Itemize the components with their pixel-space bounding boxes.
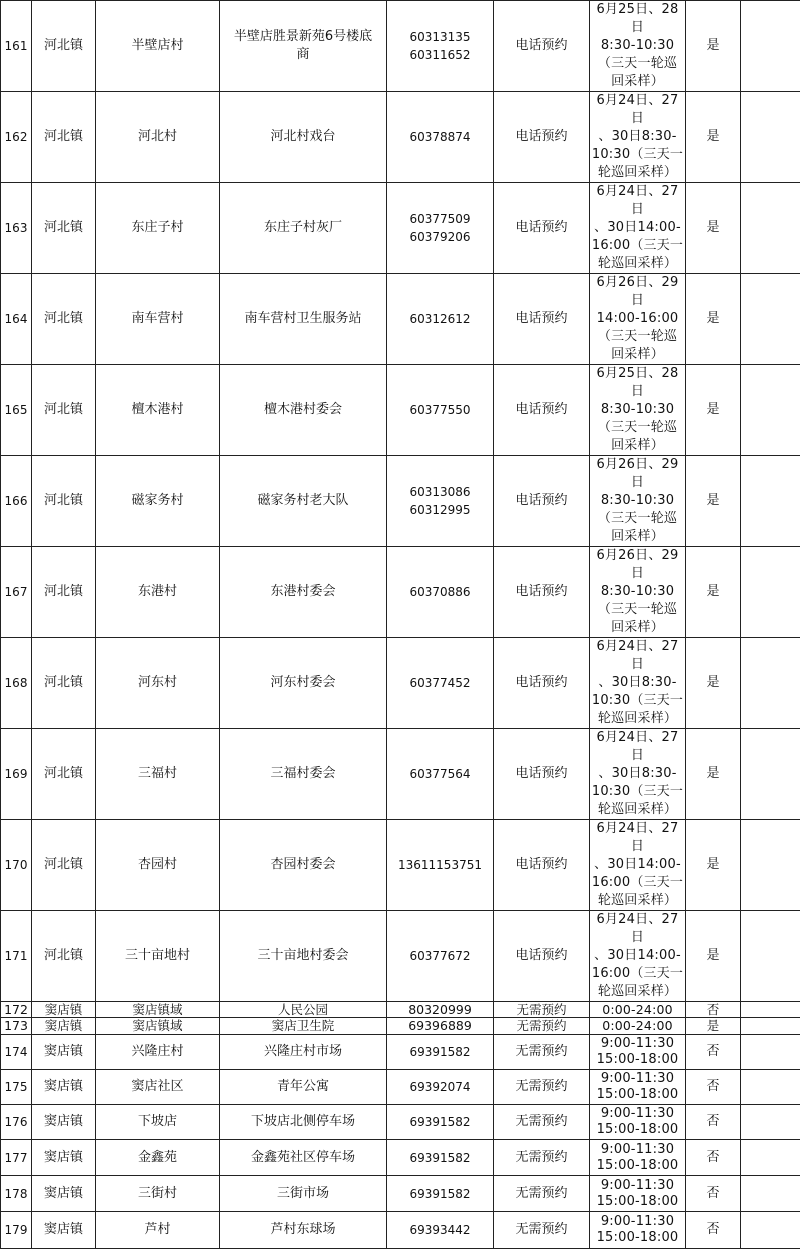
site-line: 东庄子村灰厂 [221,219,385,237]
time-line: 15:00-18:00 [591,1052,684,1068]
site-cell [220,274,387,365]
site-cell [220,911,387,1002]
phone-line: 60377564 [388,765,492,783]
village-cell: 金鑫苑 [96,1140,220,1176]
table-row [1,1105,800,1140]
site-cell [220,1018,387,1035]
row-number-cell: 166 [1,456,32,547]
phone-cell [387,820,494,911]
village-cell: 东港村 [96,547,220,638]
blank-cell [741,1176,800,1212]
flag-cell: 是 [686,1,741,92]
town-cell: 窦店镇 [32,1035,96,1070]
flag-cell: 否 [686,1070,741,1105]
town-cell: 窦店镇 [32,1070,96,1105]
time-line: 回采样） [591,73,684,91]
time-line: 16:00（三天一 [591,237,684,255]
time-line: 15:00-18:00 [591,1087,684,1103]
row-number-cell: 176 [1,1105,32,1140]
table-row [1,1212,800,1249]
flag-cell: 否 [686,1035,741,1070]
village-cell: 芦村 [96,1212,220,1249]
phone-line: 69391582 [388,1113,492,1131]
site-line: 兴隆庄村市场 [221,1043,385,1061]
village-cell: 三福村 [96,729,220,820]
booking-mode-cell: 无需预约 [494,1176,590,1212]
time-line: 6月24日、27日 [591,820,684,856]
time-line: 9:00-11:30 [591,1106,684,1122]
time-line: 14:00-16:00 [591,310,684,328]
table-row [1,1002,800,1018]
time-line: 9:00-11:30 [591,1036,684,1052]
time-line: （三天一轮巡 [591,419,684,437]
phone-line: 60377550 [388,401,492,419]
time-line: 、30日8:30- [591,765,684,783]
town-cell: 窦店镇 [32,1105,96,1140]
phone-cell [387,274,494,365]
site-line: 窦店卫生院 [221,1019,385,1033]
booking-mode-cell: 电话预约 [494,365,590,456]
booking-mode-cell: 无需预约 [494,1140,590,1176]
blank-cell [741,1002,800,1018]
row-number-cell: 174 [1,1035,32,1070]
booking-mode-cell: 无需预约 [494,1018,590,1035]
booking-mode-cell: 无需预约 [494,1105,590,1140]
village-cell: 窦店镇域 [96,1002,220,1018]
booking-mode-cell: 电话预约 [494,911,590,1002]
site-line: 三福村委会 [221,765,385,783]
time-line: 0:00-24:00 [591,1019,684,1033]
time-line: 8:30-10:30 [591,401,684,419]
table-row [1,820,800,911]
site-line: 三十亩地村委会 [221,947,385,965]
town-cell: 窦店镇 [32,1212,96,1249]
village-cell: 杏园村 [96,820,220,911]
blank-cell [741,274,800,365]
village-cell: 南车营村 [96,274,220,365]
time-line: 15:00-18:00 [591,1158,684,1174]
village-cell: 兴隆庄村 [96,1035,220,1070]
time-cell [590,1105,686,1140]
flag-cell: 是 [686,92,741,183]
site-cell [220,1140,387,1176]
phone-cell [387,638,494,729]
blank-cell [741,1140,800,1176]
blank-cell [741,1018,800,1035]
village-cell: 下坡店 [96,1105,220,1140]
table-row [1,638,800,729]
table-row [1,183,800,274]
phone-line: 69393442 [388,1221,492,1239]
site-cell [220,456,387,547]
row-number-cell: 169 [1,729,32,820]
time-line: 、30日14:00- [591,219,684,237]
table-row [1,1018,800,1035]
phone-cell [387,1212,494,1249]
time-cell [590,1,686,92]
blank-cell [741,1,800,92]
blank-cell [741,1105,800,1140]
time-cell [590,92,686,183]
village-cell: 东庄子村 [96,183,220,274]
row-number-cell: 179 [1,1212,32,1249]
time-line: （三天一轮巡 [591,601,684,619]
table-row [1,1035,800,1070]
booking-mode-cell: 无需预约 [494,1002,590,1018]
phone-cell [387,1070,494,1105]
phone-line: 80320999 [388,1003,492,1017]
time-line: 8:30-10:30 [591,583,684,601]
site-line: 东港村委会 [221,583,385,601]
time-line: 15:00-18:00 [591,1230,684,1246]
time-line: 8:30-10:30 [591,37,684,55]
phone-line: 60377452 [388,674,492,692]
row-number-cell: 172 [1,1002,32,1018]
time-line: （三天一轮巡 [591,510,684,528]
flag-cell: 是 [686,183,741,274]
village-cell: 河北村 [96,92,220,183]
phone-line: 60377672 [388,947,492,965]
time-line: 轮巡回采样） [591,255,684,273]
phone-cell [387,729,494,820]
time-cell [590,911,686,1002]
site-cell [220,729,387,820]
blank-cell [741,729,800,820]
time-cell [590,274,686,365]
site-cell [220,1105,387,1140]
phone-cell [387,365,494,456]
site-cell [220,1002,387,1018]
table-row [1,456,800,547]
site-cell [220,1212,387,1249]
site-cell [220,820,387,911]
row-number-cell: 175 [1,1070,32,1105]
row-number-cell: 164 [1,274,32,365]
flag-cell: 是 [686,638,741,729]
blank-cell [741,92,800,183]
time-line: 、30日8:30- [591,674,684,692]
blank-cell [741,183,800,274]
town-cell: 河北镇 [32,274,96,365]
blank-cell [741,547,800,638]
time-cell [590,1018,686,1035]
site-line: 南车营村卫生服务站 [221,310,385,328]
site-line: 河东村委会 [221,674,385,692]
time-cell [590,1212,686,1249]
time-cell [590,183,686,274]
table-row [1,729,800,820]
booking-mode-cell: 电话预约 [494,274,590,365]
table-row [1,365,800,456]
booking-mode-cell: 电话预约 [494,183,590,274]
village-cell: 窦店镇域 [96,1018,220,1035]
phone-line: 69391582 [388,1149,492,1167]
time-line: 6月26日、29日 [591,274,684,310]
town-cell: 河北镇 [32,92,96,183]
time-line: 9:00-11:30 [591,1214,684,1230]
table-row [1,547,800,638]
flag-cell: 是 [686,365,741,456]
site-cell [220,547,387,638]
town-cell: 河北镇 [32,911,96,1002]
time-line: 、30日14:00- [591,856,684,874]
time-cell [590,1002,686,1018]
time-line: 16:00（三天一 [591,874,684,892]
phone-line: 60313086 [388,483,492,501]
flag-cell: 是 [686,820,741,911]
town-cell: 窦店镇 [32,1140,96,1176]
table-row [1,274,800,365]
flag-cell: 否 [686,1002,741,1018]
time-line: 、30日8:30- [591,128,684,146]
phone-line: 60378874 [388,128,492,146]
time-line: 6月24日、27日 [591,638,684,674]
phone-line: 60311652 [388,46,492,64]
time-line: （三天一轮巡 [591,328,684,346]
phone-line: 13611153751 [388,856,492,874]
phone-cell [387,1140,494,1176]
flag-cell: 否 [686,1105,741,1140]
flag-cell: 是 [686,274,741,365]
table-row [1,92,800,183]
site-line: 青年公寓 [221,1078,385,1096]
phone-cell [387,1035,494,1070]
booking-mode-cell: 电话预约 [494,547,590,638]
time-line: 15:00-18:00 [591,1122,684,1138]
time-line: （三天一轮巡 [591,55,684,73]
row-number-cell: 173 [1,1018,32,1035]
blank-cell [741,1212,800,1249]
time-cell [590,365,686,456]
site-cell [220,638,387,729]
time-line: 回采样） [591,437,684,455]
phone-line: 69392074 [388,1078,492,1096]
table-row [1,1,800,92]
town-cell: 窦店镇 [32,1176,96,1212]
flag-cell: 是 [686,456,741,547]
flag-cell: 否 [686,1140,741,1176]
row-number-cell: 177 [1,1140,32,1176]
table-body [1,1,800,1249]
table-row [1,1176,800,1212]
village-cell: 窦店社区 [96,1070,220,1105]
town-cell: 河北镇 [32,1,96,92]
row-number-cell: 163 [1,183,32,274]
time-line: 回采样） [591,619,684,637]
time-line: 回采样） [591,528,684,546]
town-cell: 窦店镇 [32,1018,96,1035]
phone-cell [387,547,494,638]
time-cell [590,1140,686,1176]
row-number-cell: 171 [1,911,32,1002]
phone-line: 69391582 [388,1043,492,1061]
time-line: 轮巡回采样） [591,983,684,1001]
phone-line: 60312995 [388,501,492,519]
town-cell: 窦店镇 [32,1002,96,1018]
time-cell [590,1035,686,1070]
site-line: 半壁店胜景新苑6号楼底 [221,28,385,46]
booking-mode-cell: 电话预约 [494,1,590,92]
flag-cell: 否 [686,1212,741,1249]
booking-mode-cell: 无需预约 [494,1035,590,1070]
row-number-cell: 168 [1,638,32,729]
site-cell [220,1176,387,1212]
time-line: 轮巡回采样） [591,801,684,819]
time-cell [590,1176,686,1212]
time-line: 16:00（三天一 [591,965,684,983]
site-cell [220,92,387,183]
town-cell: 河北镇 [32,638,96,729]
booking-mode-cell: 电话预约 [494,729,590,820]
time-line: 10:30（三天一 [591,783,684,801]
site-line: 人民公园 [221,1003,385,1017]
booking-mode-cell: 无需预约 [494,1070,590,1105]
blank-cell [741,638,800,729]
time-line: 0:00-24:00 [591,1003,684,1017]
phone-cell [387,1018,494,1035]
time-line: 9:00-11:30 [591,1178,684,1194]
phone-cell [387,1,494,92]
booking-mode-cell: 无需预约 [494,1212,590,1249]
booking-mode-cell: 电话预约 [494,456,590,547]
time-cell [590,820,686,911]
time-line: 6月24日、27日 [591,92,684,128]
time-line: 6月26日、29日 [591,547,684,583]
row-number-cell: 165 [1,365,32,456]
blank-cell [741,456,800,547]
phone-cell [387,183,494,274]
time-line: 6月25日、28日 [591,365,684,401]
site-line: 磁家务村老大队 [221,492,385,510]
table-row [1,1070,800,1105]
village-cell: 檀木港村 [96,365,220,456]
phone-line: 60370886 [388,583,492,601]
phone-line: 60377509 [388,210,492,228]
time-cell [590,729,686,820]
town-cell: 河北镇 [32,820,96,911]
site-cell [220,1,387,92]
village-cell: 三十亩地村 [96,911,220,1002]
time-line: 、30日14:00- [591,947,684,965]
site-line: 下坡店北侧停车场 [221,1113,385,1131]
flag-cell: 是 [686,1018,741,1035]
flag-cell: 否 [686,1176,741,1212]
time-line: 轮巡回采样） [591,164,684,182]
village-cell: 河东村 [96,638,220,729]
town-cell: 河北镇 [32,365,96,456]
time-cell [590,638,686,729]
site-line: 河北村戏台 [221,128,385,146]
site-line: 三街市场 [221,1185,385,1203]
time-line: 9:00-11:30 [591,1071,684,1087]
time-cell [590,456,686,547]
village-cell: 磁家务村 [96,456,220,547]
booking-mode-cell: 电话预约 [494,92,590,183]
site-line: 商 [221,46,385,64]
phone-line: 60379206 [388,228,492,246]
booking-mode-cell: 电话预约 [494,820,590,911]
flag-cell: 是 [686,729,741,820]
time-line: 9:00-11:30 [591,1142,684,1158]
phone-line: 69391582 [388,1185,492,1203]
time-cell [590,1070,686,1105]
time-cell [590,547,686,638]
blank-cell [741,820,800,911]
site-line: 芦村东球场 [221,1221,385,1239]
time-line: 回采样） [591,346,684,364]
phone-line: 60312612 [388,310,492,328]
village-cell: 半壁店村 [96,1,220,92]
phone-line: 60313135 [388,28,492,46]
site-cell [220,183,387,274]
phone-line: 69396889 [388,1019,492,1033]
blank-cell [741,1070,800,1105]
time-line: 6月26日、29日 [591,456,684,492]
row-number-cell: 178 [1,1176,32,1212]
site-line: 檀木港村委会 [221,401,385,419]
phone-cell [387,1002,494,1018]
time-line: 轮巡回采样） [591,892,684,910]
site-line: 金鑫苑社区停车场 [221,1149,385,1167]
phone-cell [387,1105,494,1140]
row-number-cell: 167 [1,547,32,638]
village-cell: 三街村 [96,1176,220,1212]
blank-cell [741,911,800,1002]
time-line: 6月24日、27日 [591,911,684,947]
phone-cell [387,92,494,183]
phone-cell [387,1176,494,1212]
site-cell [220,365,387,456]
time-line: 10:30（三天一 [591,146,684,164]
booking-mode-cell: 电话预约 [494,638,590,729]
time-line: 6月24日、27日 [591,183,684,219]
town-cell: 河北镇 [32,547,96,638]
site-cell [220,1070,387,1105]
time-line: 6月25日、28日 [591,1,684,37]
flag-cell: 是 [686,911,741,1002]
time-line: 10:30（三天一 [591,692,684,710]
town-cell: 河北镇 [32,183,96,274]
time-line: 轮巡回采样） [591,710,684,728]
site-line: 杏园村委会 [221,856,385,874]
blank-cell [741,365,800,456]
time-line: 8:30-10:30 [591,492,684,510]
phone-cell [387,456,494,547]
town-cell: 河北镇 [32,729,96,820]
time-line: 6月24日、27日 [591,729,684,765]
row-number-cell: 170 [1,820,32,911]
flag-cell: 是 [686,547,741,638]
time-line: 15:00-18:00 [591,1194,684,1210]
phone-cell [387,911,494,1002]
town-cell: 河北镇 [32,456,96,547]
blank-cell [741,1035,800,1070]
site-cell [220,1035,387,1070]
row-number-cell: 161 [1,1,32,92]
table-row [1,911,800,1002]
row-number-cell: 162 [1,92,32,183]
table-row [1,1140,800,1176]
